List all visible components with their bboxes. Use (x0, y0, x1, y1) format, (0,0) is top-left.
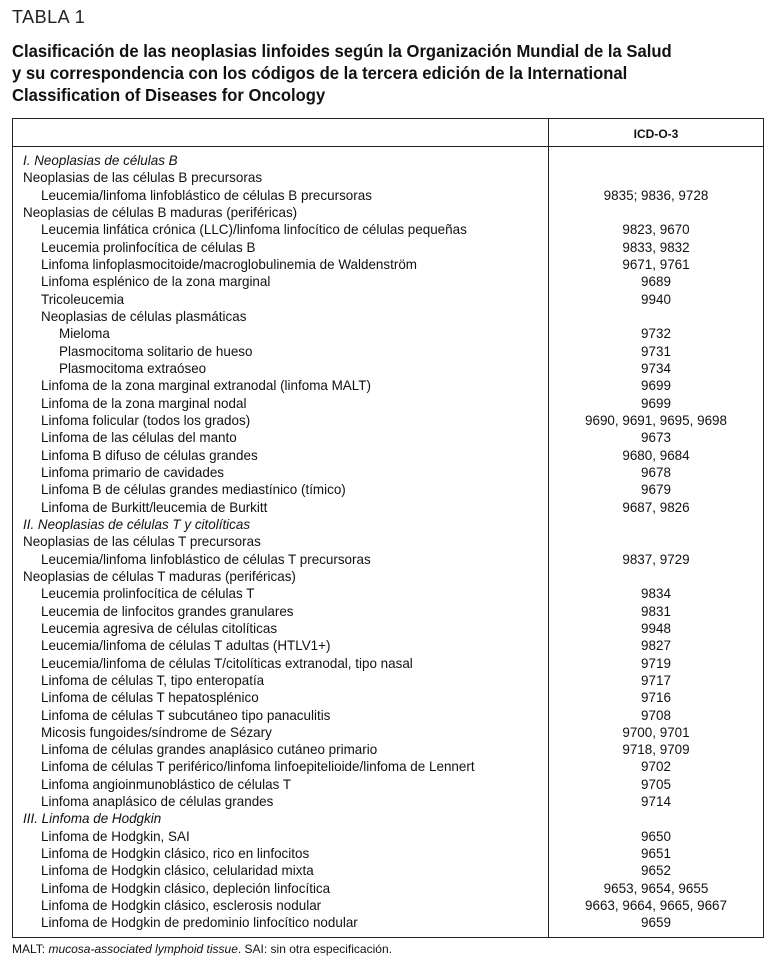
row-code: 9650 (641, 827, 671, 844)
row-code: 9690, 9691, 9695, 9698 (584, 411, 727, 428)
row-code: 9679 (641, 481, 671, 498)
row-label: Leucemia/linfoma de células T/citolíticas extranodal, tipo nasal (41, 654, 413, 671)
title-line: y su correspondencia con los códigos de la tercera edición de la International (12, 63, 628, 83)
row-code: 9659 (641, 914, 671, 931)
row-code: 9717 (641, 671, 671, 688)
table-row (13, 239, 763, 256)
table-row (13, 377, 763, 394)
classification-table (12, 118, 764, 938)
table-row (13, 551, 763, 568)
row-label: Plasmocitoma extraóseo (59, 359, 207, 376)
table-row (13, 914, 763, 931)
row-label: Leucemia linfática crónica (LLC)/linfoma linfocítico de células pequeñas (41, 221, 467, 238)
row-label: Linfoma B de células grandes mediastínico (tímico) (41, 481, 346, 498)
row-code: 9708 (641, 706, 671, 723)
row-label: Linfoma folicular (todos los grados) (41, 411, 251, 428)
row-label: Linfoma esplénico de la zona marginal (41, 273, 271, 290)
table-row (13, 845, 763, 862)
row-code: 9699 (641, 377, 671, 394)
row-label: Leucemia/linfoma linfoblástico de células B precursoras (41, 186, 372, 203)
table-row (13, 776, 763, 793)
table-row (13, 637, 763, 654)
row-code: 9837, 9729 (622, 550, 690, 567)
title-line: Clasificación de las neoplasias linfoides según la Organización Mundial de la Salud (12, 41, 672, 61)
row-code: 9663, 9664, 9665, 9667 (584, 897, 727, 914)
table-row (13, 360, 763, 377)
row-label: Linfoma primario de cavidades (41, 463, 225, 480)
row-label: Linfoma anaplásico de células grandes (41, 793, 274, 810)
row-code: 9732 (641, 325, 671, 342)
row-label: Leucemia prolinfocítica de células B (41, 238, 256, 255)
table-row (13, 793, 763, 810)
table-row (13, 481, 763, 498)
row-code: 9834 (641, 585, 671, 602)
column-header-icd: ICD-O-3 (633, 127, 679, 141)
table-row (13, 291, 763, 308)
row-label: Leucemia de linfocitos grandes granulares (41, 602, 294, 619)
row-label: Linfoma de células T, tipo enteropatía (41, 671, 265, 688)
row-label: Linfoma B difuso de células grandes (41, 446, 258, 463)
row-label: Leucemia/linfoma de células T adultas (HTLV1+) (41, 637, 331, 654)
row-label: Linfoma de células T hepatosplénico (41, 689, 259, 706)
table-row (13, 464, 763, 481)
row-code: 9699 (641, 394, 671, 411)
table-row (13, 689, 763, 706)
row-code: 9716 (641, 689, 671, 706)
row-code: 9702 (641, 758, 671, 775)
table-row (13, 724, 763, 741)
row-label: Leucemia/linfoma linfoblástico de células T precursoras (41, 550, 371, 567)
row-label: Mieloma (59, 325, 110, 342)
row-code: 9653, 9654, 9655 (603, 879, 709, 896)
section-row (13, 810, 763, 827)
row-code: 9651 (641, 845, 671, 862)
row-code: 9718, 9709 (622, 741, 690, 758)
row-label: Neoplasias de las células B precursoras (23, 169, 263, 186)
row-label: I. Neoplasias de células B (23, 152, 178, 168)
table-row (13, 273, 763, 290)
table-label: TABLA 1 (12, 7, 86, 27)
table-row (13, 533, 763, 550)
table-row (13, 169, 763, 186)
table-row (13, 707, 763, 724)
table-row (13, 828, 763, 845)
row-code: 9673 (641, 429, 671, 446)
row-code: 9714 (641, 793, 671, 810)
table-row (13, 221, 763, 238)
table-row (13, 672, 763, 689)
row-code: 9823, 9670 (622, 221, 690, 238)
table-row (13, 585, 763, 602)
footnote-italic: mucosa-associated lymphoid tissue (48, 942, 238, 956)
table-row (13, 620, 763, 637)
table-row (13, 655, 763, 672)
row-label: Linfoma de la zona marginal extranodal (linfoma MALT) (41, 377, 371, 394)
row-label: Neoplasias de células plasmáticas (41, 307, 247, 324)
row-code: 9734 (641, 359, 671, 376)
table-row (13, 880, 763, 897)
table-row (13, 447, 763, 464)
table-row (13, 603, 763, 620)
table-row (13, 395, 763, 412)
row-label: Neoplasias de células B maduras (periféricas) (23, 203, 298, 220)
row-label: Micosis fungoides/síndrome de Sézary (41, 723, 272, 740)
row-label: Linfoma de Hodgkin clásico, esclerosis nodular (41, 897, 322, 914)
row-label: III. Linfoma de Hodgkin (23, 810, 162, 827)
row-label: Linfoma de la zona marginal nodal (41, 394, 247, 411)
row-code: 9705 (641, 775, 671, 792)
table-body (13, 152, 763, 932)
table-row (13, 412, 763, 429)
row-code: 9678 (641, 463, 671, 480)
row-code: 9948 (641, 619, 671, 636)
table-row (13, 429, 763, 446)
row-label: Tricoleucemia (41, 290, 125, 307)
row-code: 9731 (641, 342, 671, 359)
row-label: Leucemia prolinfocítica de células T (41, 585, 255, 602)
table-row (13, 568, 763, 585)
row-label: Linfoma de Hodgkin clásico, celularidad mixta (41, 862, 314, 879)
table-row (13, 325, 763, 342)
table-row (13, 256, 763, 273)
footnote-part: MALT: (12, 942, 49, 956)
section-row (13, 516, 763, 533)
row-code: 9680, 9684 (622, 446, 690, 463)
row-label: Linfoma de Burkitt/leucemia de Burkitt (41, 498, 268, 515)
footnote-part: . SAI: sin otra especificación. (237, 942, 392, 956)
row-code: 9827 (641, 637, 671, 654)
section-row (13, 152, 763, 169)
table-row (13, 741, 763, 758)
table-title (12, 40, 734, 106)
row-label: Plasmocitoma solitario de hueso (59, 342, 253, 359)
table-row (13, 862, 763, 879)
row-label: Linfoma de células T subcutáneo tipo panaculitis (41, 706, 331, 723)
footnote (12, 942, 392, 956)
row-label: Linfoma de Hodgkin de predominio linfocítico nodular (41, 914, 358, 931)
table-row (13, 499, 763, 516)
row-label: Linfoma angioinmunoblástico de células T (41, 775, 292, 792)
row-code: 9833, 9832 (622, 238, 690, 255)
table-row (13, 897, 763, 914)
row-code: 9652 (641, 862, 671, 879)
row-code: 9835; 9836, 9728 (603, 186, 709, 203)
row-label: II. Neoplasias de células T y citolíticas (23, 515, 251, 532)
row-code: 9689 (641, 273, 671, 290)
row-code: 9671, 9761 (622, 255, 690, 272)
row-label: Neoplasias de las células T precursoras (23, 533, 261, 550)
row-label: Linfoma de Hodgkin, SAI (41, 827, 190, 844)
row-code: 9940 (641, 290, 671, 307)
row-code: 9719 (641, 654, 671, 671)
row-label: Linfoma linfoplasmocitoide/macroglobulinemia de Waldenström (41, 255, 418, 272)
row-label: Linfoma de Hodgkin clásico, depleción linfocítica (41, 879, 331, 896)
row-code: 9687, 9826 (622, 498, 690, 515)
table-row (13, 758, 763, 775)
row-label: Linfoma de Hodgkin clásico, rico en linfocitos (41, 845, 310, 862)
row-label: Leucemia agresiva de células citolíticas (41, 619, 278, 636)
row-label: Linfoma de células grandes anaplásico cutáneo primario (41, 741, 378, 758)
table-row (13, 204, 763, 221)
table-row (13, 187, 763, 204)
title-line: Classification of Diseases for Oncology (12, 85, 326, 105)
row-label: Neoplasias de células T maduras (periféricas) (23, 567, 296, 584)
table-row (13, 308, 763, 325)
row-label: Linfoma de las células del manto (41, 429, 237, 446)
row-label: Linfoma de células T periférico/linfoma linfoepitelioide/linfoma de Lennert (41, 758, 475, 775)
row-code: 9700, 9701 (622, 723, 690, 740)
row-code: 9831 (641, 602, 671, 619)
table-row (13, 343, 763, 360)
